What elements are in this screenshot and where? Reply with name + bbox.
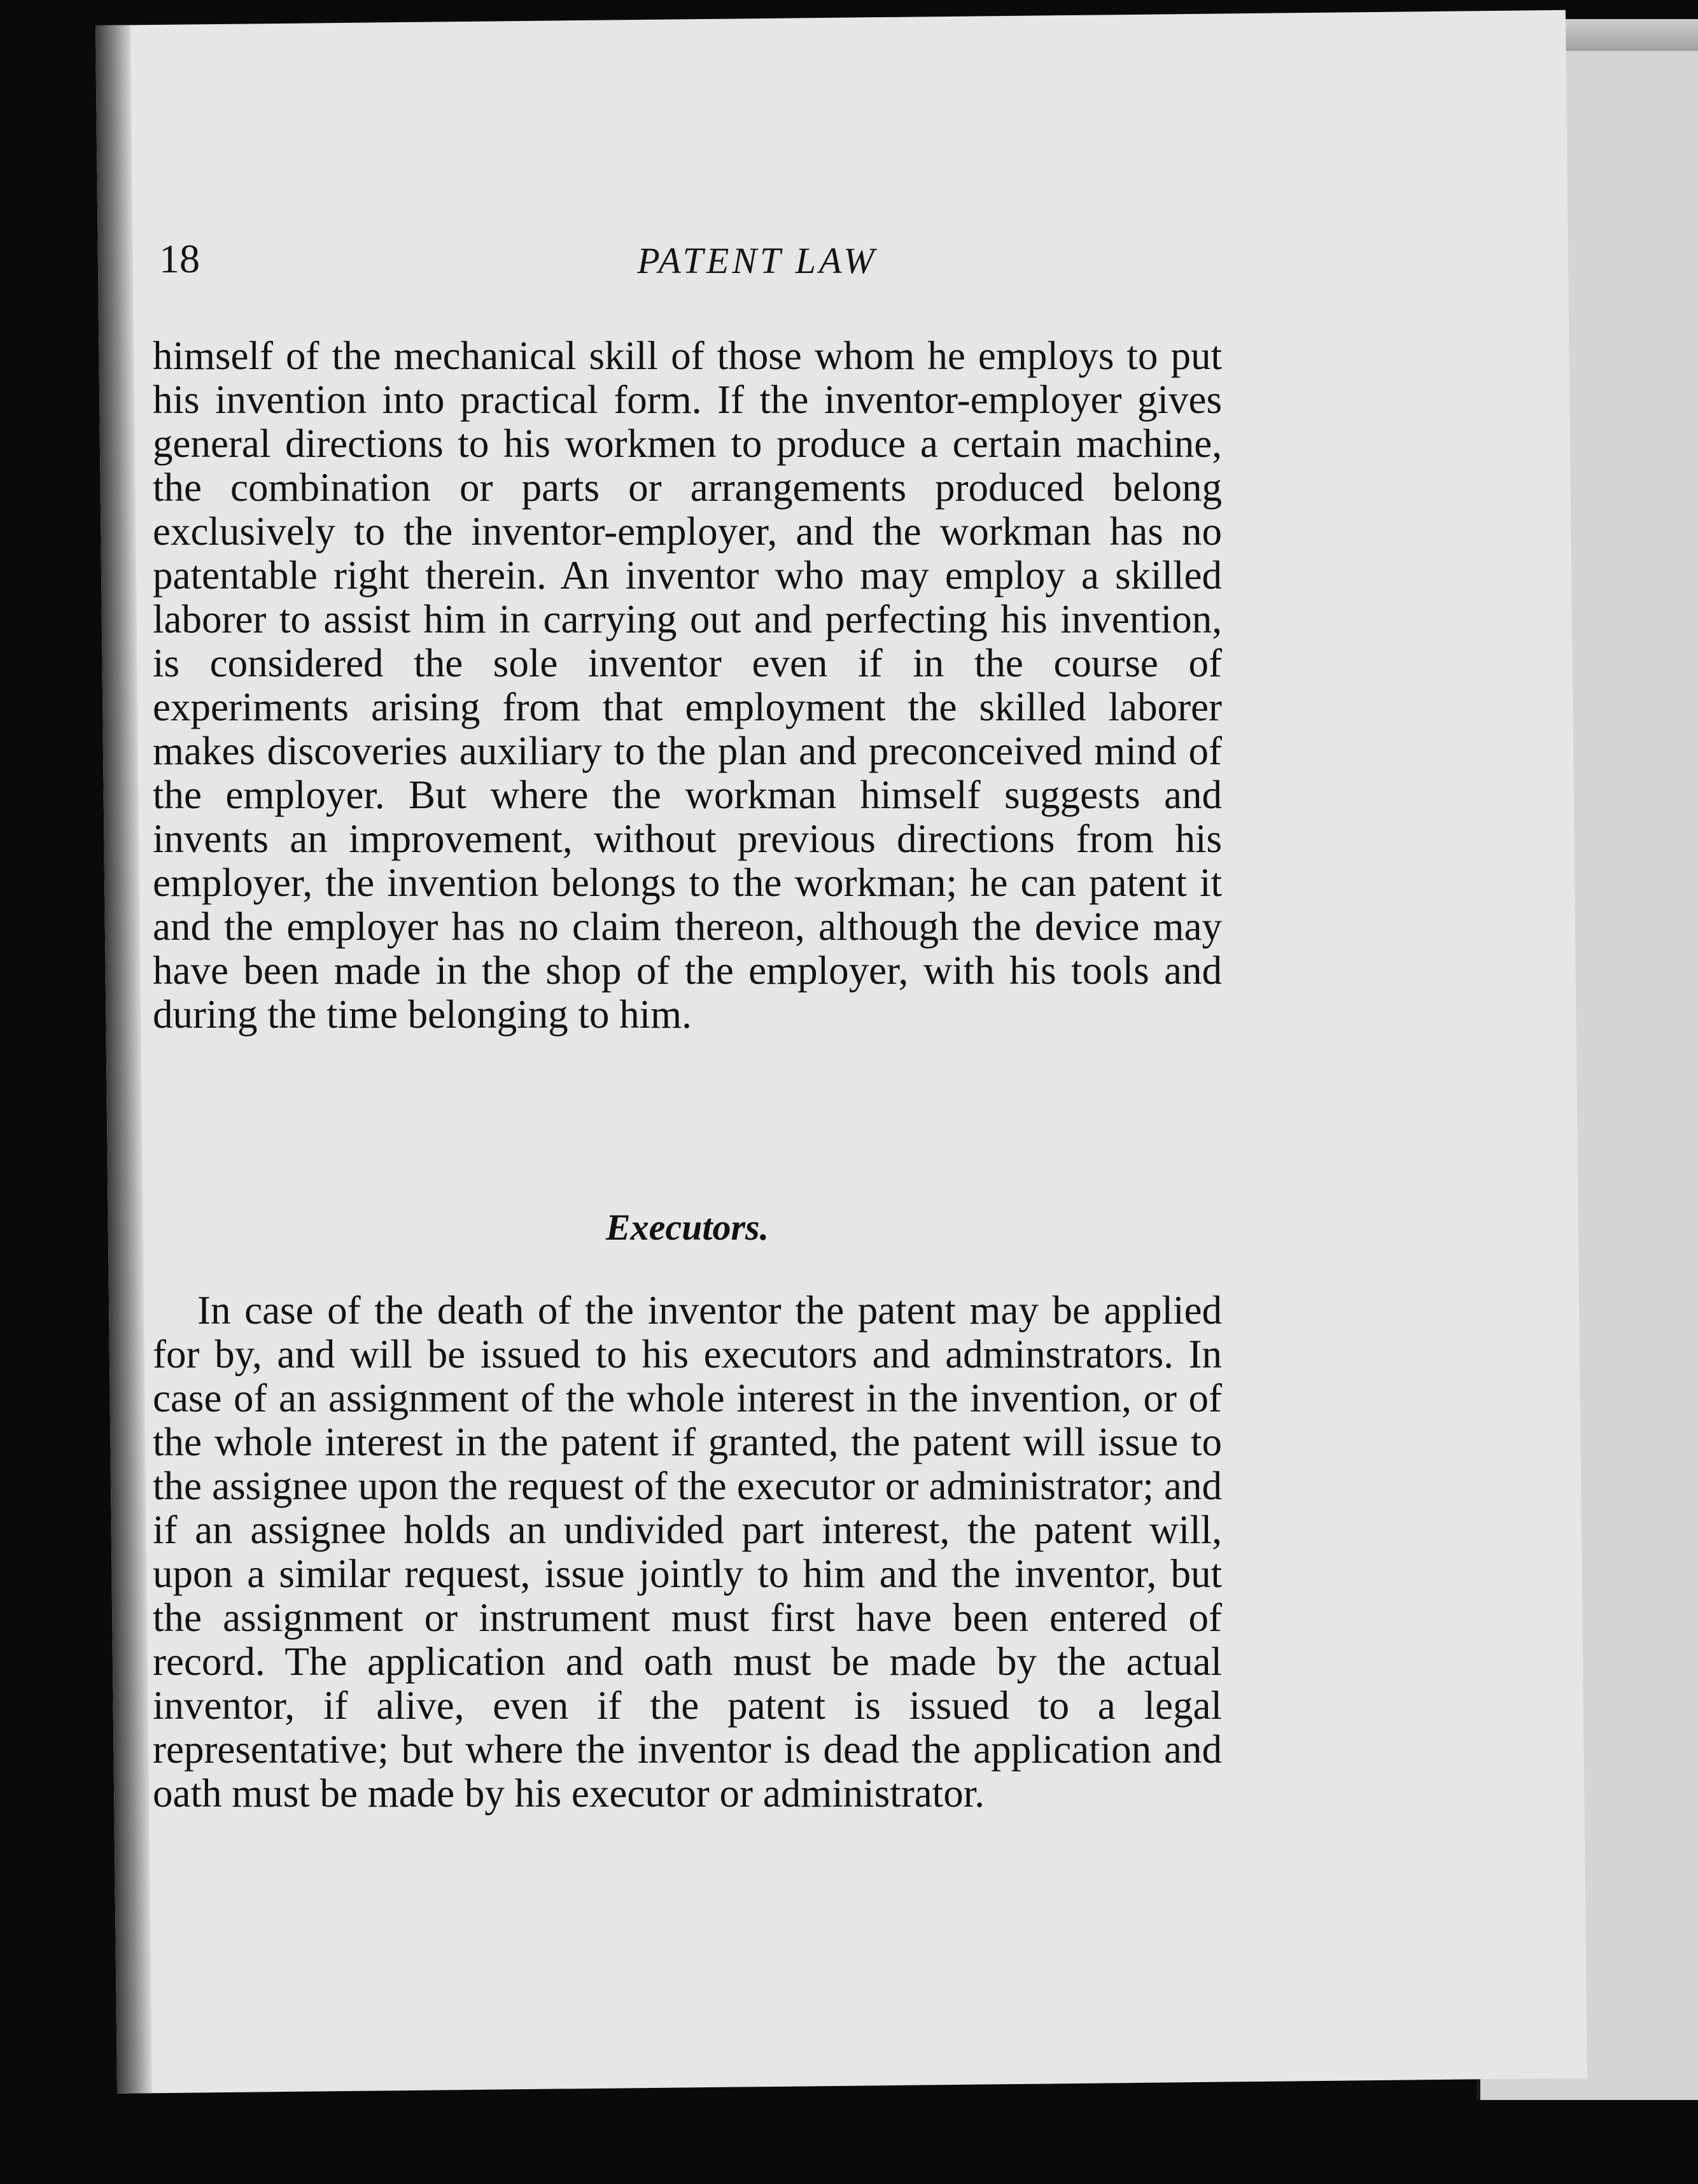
paragraph-2: In case of the death of the inventor the patent may be applied for by, and will be issued to his executors and adminstrators. In case of an assignment of the whole interest in the invention, or of the whole interest in the patent if granted, the patent will issue to the assignee upon the request of the executor or administrator; and if an assignee holds an undivided part interest, the patent will, upon a similar request, issue jointly to him and the inventor, but the assignment or instrument must first have been entered of record. The application and oath must be made by the actual inventor, if alive, even if the patent is issued to a legal representative; but where the inventor is dead the application and oath must be made by his executor or administrator. [153, 1288, 1222, 1816]
section-heading: Executors. [605, 1207, 769, 1248]
running-head: PATENT LAW [637, 240, 878, 281]
page-header [159, 235, 1356, 299]
gutter-shadow [95, 25, 152, 2093]
paragraph-1: himself of the mechanical skill of those whom he employs to put his invention into practical form. If the inventor-employer gives general directions to his workmen to produce a certain machine, the combination or parts or arrangements produced belong exclusively to the inventor-employer, and the workman has no patentable right therein. An inventor who may employ a skilled laborer to assist him in carrying out and perfecting his invention, is considered the sole inventor even if in the course of experiments arising from that employment the skilled laborer makes discoveries auxiliary to the plan and preconceived mind of the employer. But where the workman himself suggests and invents an improvement, without previous directions from his employer, the invention belongs to the workman; he can patent it and the employer has no claim thereon, although the device may have been made in the shop of the employer, with his tools and during the time belonging to him. [153, 333, 1222, 1037]
page-number: 18 [159, 236, 200, 281]
